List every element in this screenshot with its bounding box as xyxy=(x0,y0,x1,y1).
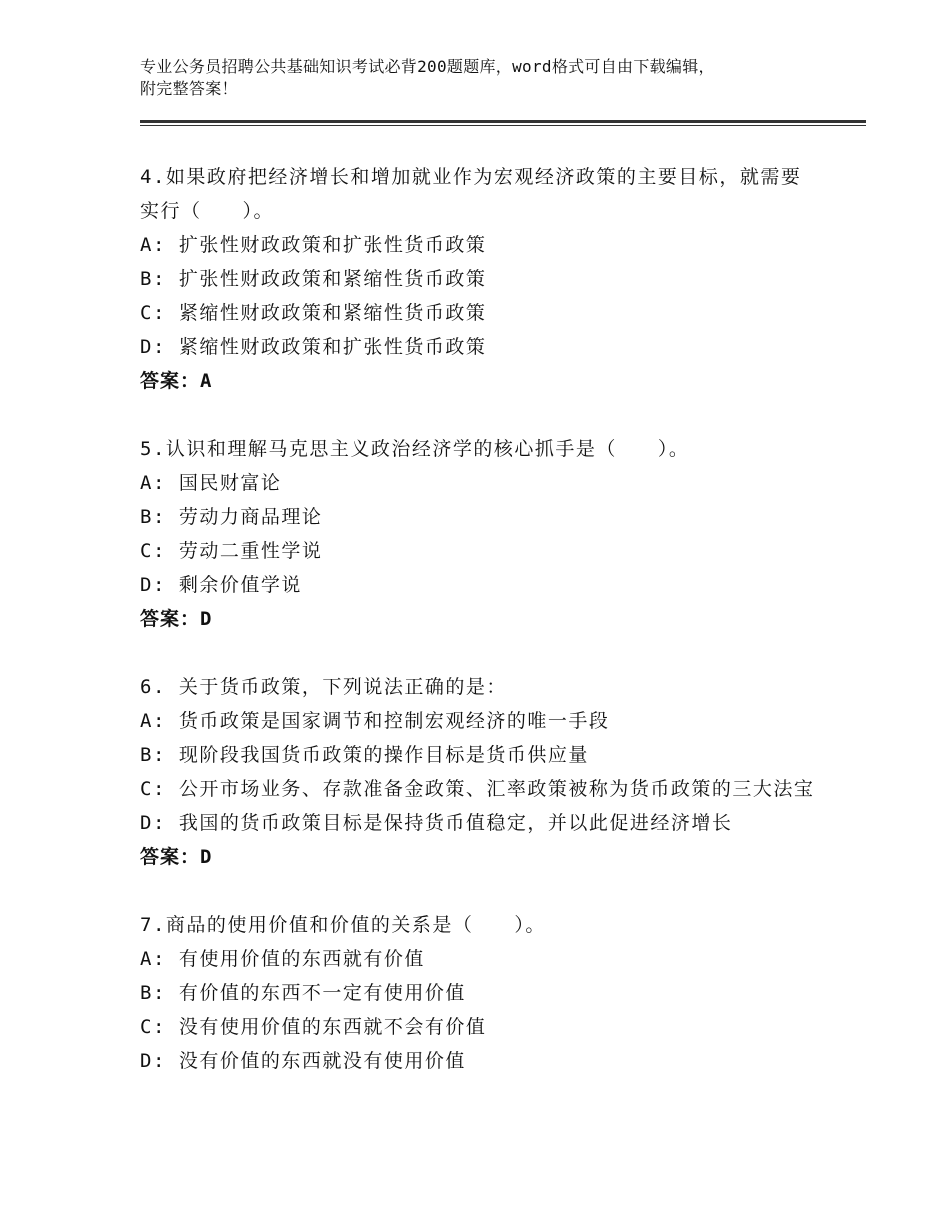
option-a: A: 国民财富论 xyxy=(140,472,282,494)
page-header xyxy=(140,56,840,100)
option-c: C: 公开市场业务、存款准备金政策、汇率政策被称为货币政策的三大法宝 xyxy=(140,778,815,800)
option-d: D: 我国的货币政策目标是保持货币值稳定，并以此促进经济增长 xyxy=(140,812,733,834)
option-d: D: 没有价值的东西就没有使用价值 xyxy=(140,1050,466,1072)
answer-label: 答案：D xyxy=(140,608,213,630)
header-line-1: 专业公务员招聘公共基础知识考试必背200题题库，word格式可自由下载编辑， xyxy=(140,57,715,76)
option-a: A: 扩张性财政政策和扩张性货币政策 xyxy=(140,234,487,256)
option-c: C: 劳动二重性学说 xyxy=(140,540,323,562)
option-c: C: 没有使用价值的东西就不会有价值 xyxy=(140,1016,487,1038)
option-b: B: 劳动力商品理论 xyxy=(140,506,323,528)
question-text: 4.如果政府把经济增长和增加就业作为宏观经济政策的主要目标，就需要实行（ ）。 xyxy=(140,166,802,222)
option-b: B: 扩张性财政政策和紧缩性货币政策 xyxy=(140,268,487,290)
header-rule-thin xyxy=(140,125,866,126)
header-rule-thick xyxy=(140,120,866,123)
question-list xyxy=(140,160,820,1112)
header-line-2: 附完整答案！ xyxy=(140,79,238,98)
option-b: B: 现阶段我国货币政策的操作目标是货币供应量 xyxy=(140,744,589,766)
question-4 xyxy=(140,160,820,398)
option-c: C: 紧缩性财政政策和紧缩性货币政策 xyxy=(140,302,487,324)
question-text: 5.认识和理解马克思主义政治经济学的核心抓手是（ ）。 xyxy=(140,438,690,460)
question-7 xyxy=(140,908,820,1078)
answer-label: 答案：A xyxy=(140,370,213,392)
option-a: A: 有使用价值的东西就有价值 xyxy=(140,948,425,970)
answer-label: 答案：D xyxy=(140,846,213,868)
option-b: B: 有价值的东西不一定有使用价值 xyxy=(140,982,466,1004)
question-6 xyxy=(140,670,820,874)
question-5 xyxy=(140,432,820,636)
option-d: D: 紧缩性财政政策和扩张性货币政策 xyxy=(140,336,487,358)
question-text: 7.商品的使用价值和价值的关系是（ ）。 xyxy=(140,914,546,936)
option-a: A: 货币政策是国家调节和控制宏观经济的唯一手段 xyxy=(140,710,610,732)
question-text: 6. 关于货币政策，下列说法正确的是： xyxy=(140,676,507,698)
option-d: D: 剩余价值学说 xyxy=(140,574,302,596)
